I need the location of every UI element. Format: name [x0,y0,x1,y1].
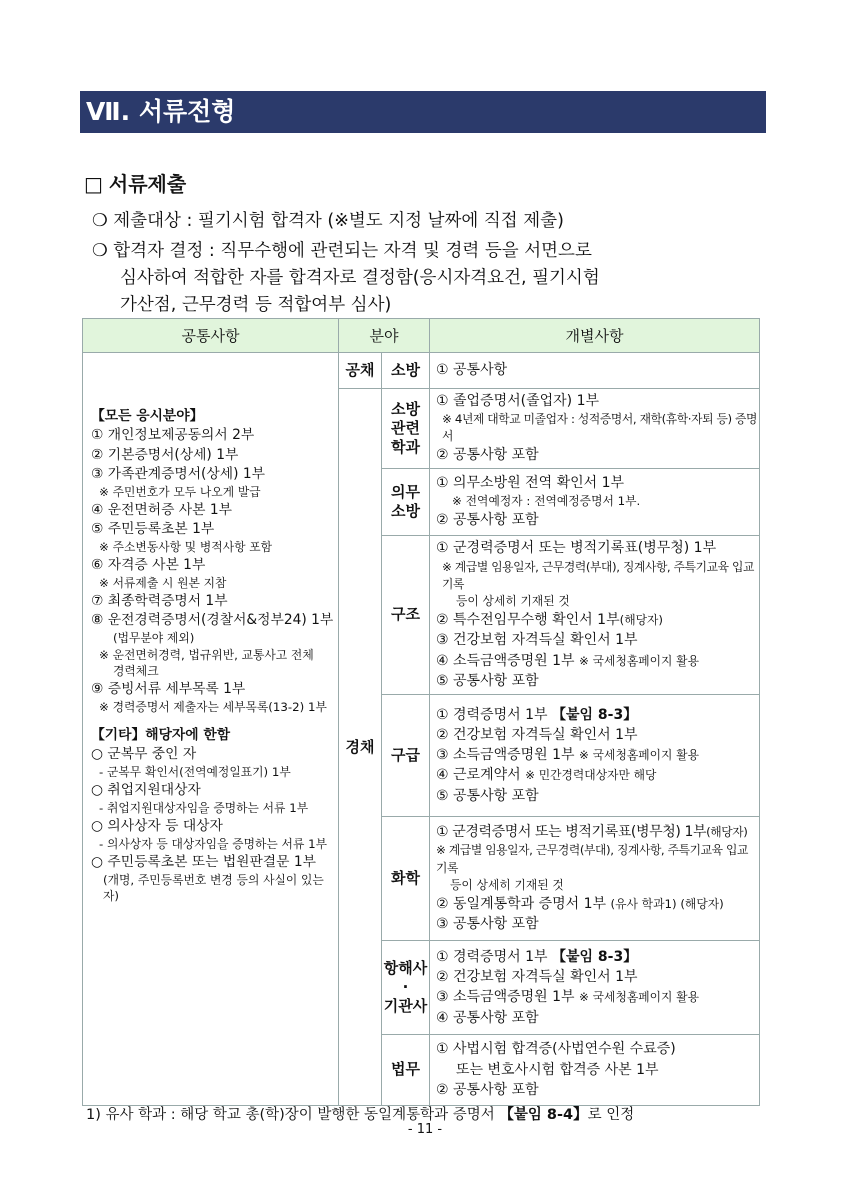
list-item: ○ 의사상자 등 대상자 [91,817,223,834]
list-item: ① 경력증명서 1부 【붙임 8-3】 [436,706,638,723]
list-item: ② 공통사항 포함 [436,447,539,464]
items-sobang-major [430,389,760,469]
list-item: ① 사법시험 합격증(사법연수원 수료증) [436,1041,676,1058]
list-item: ○ 군복무 중인 자 [91,746,197,763]
list-item: 또는 변호사시험 합격증 사본 1부 [456,1061,659,1078]
list-item: ② 특수전임무수행 확인서 1부(해당자) [436,611,663,628]
list-item: ② 동일계통학과 증명서 1부 (유사 학과1) (해당자) [436,895,724,912]
list-item: ③ 공통사항 포함 [436,916,539,933]
list-note: ※ 주민번호가 모두 나오게 발급 [99,485,261,500]
items-hanghae [430,940,760,1034]
items-beopmu [430,1034,760,1105]
common-requirements-cell [83,353,339,1106]
list-item: ③ 가족관계증명서(상세) 1부 [91,465,265,482]
list-item: ② 건강보험 자격득실 확인서 1부 [436,726,638,743]
bullet-text: 합격자 결정 : 직무수행에 관련되는 자격 및 경력 등을 서면으로 [113,241,592,261]
list-item: ⑦ 최종학력증명서 1부 [91,592,228,609]
list-item: ⑤ 공통사항 포함 [436,787,539,804]
list-note: ※ 전역예정자 : 전역예정증명서 1부. [452,494,641,509]
list-item: ③ 건강보험 자격득실 확인서 1부 [436,632,638,649]
list-note: ※ 경력증명서 제출자는 세부목록(13-2) 1부 [99,700,327,715]
list-note: ※ 계급별 임용일자, 근무경력(부대), 징계사항, 주특기교육 입교 기록 [442,559,754,591]
header-field: 분야 [339,319,430,353]
list-item: ④ 소득금액증명원 1부 ※ 국세청홈페이지 활용 [436,652,699,669]
items-sobang [430,353,760,389]
list-note: ※ 계급별 임용일자, 근무경력(부대), 징계사항, 주특기교육 입교 기록 [436,843,748,875]
field-sobang: 소방 [382,353,430,389]
list-note: ※ 서류제출 시 원본 지참 [99,576,227,591]
list-item: ① 군경력증명서 또는 병적기록표(병무청) 1부 [436,540,717,557]
field-hanghae: 항해사 · 기관사 [382,940,430,1034]
list-note: 경력체크 [113,664,159,679]
field-hwahak: 화학 [382,816,430,940]
list-item: ⑤ 주민등록초본 1부 [91,521,215,538]
list-note: (개명, 주민등록번호 변경 등의 사실이 있는 자) [103,872,324,904]
list-item: ○ 주민등록초본 또는 법원판결문 1부 [91,853,316,870]
list-item: ④ 운전면허증 사본 1부 [91,501,232,518]
common-all-title: 【모든 응시분야】 [91,408,204,424]
list-item: ○ 취업지원대상자 [91,781,201,798]
list-item: ① 경력증명서 1부 【붙임 8-3】 [436,948,638,965]
list-item: ② 공통사항 포함 [436,512,539,529]
table-row [83,353,760,389]
list-note: 등이 상세히 기재된 것 [450,877,564,892]
list-item: ① 군경력증명서 또는 병적기록표(병무청) 1부(해당자) [436,824,748,841]
list-item: ② 건강보험 자격득실 확인서 1부 [436,968,638,985]
list-item: ① 졸업증명서(졸업자) 1부 [436,393,600,409]
field-uimu: 의무 소방 [382,468,430,535]
page-title: Ⅶ. 서류전형 [86,97,236,126]
list-item: ⑥ 자격증 사본 1부 [91,556,206,573]
header-common: 공통사항 [83,319,339,353]
circle-bullet-icon: ❍ [92,241,108,261]
table-header-row [83,319,760,353]
list-item: ⑧ 운전경력증명서(경찰서&정부24) 1부 [91,612,334,629]
list-note: - 취업지원대상자임을 증명하는 서류 1부 [99,801,309,816]
items-hwahak [430,816,760,940]
field-gugeup: 구급 [382,694,430,816]
list-note: ※ 4년제 대학교 미졸업자 : 성적증명서, 재학(휴학·자퇴 등) 증명서 [442,412,757,444]
list-item: ⑨ 증빙서류 세부목록 1부 [91,680,246,697]
subsection-title: 서류제출 [108,172,187,196]
bullet-text: 제출대상 : 필기시험 합격자 (※별도 지정 날짜에 직접 제출) [113,211,564,231]
list-item: ③ 소득금액증명원 1부 ※ 국세청홈페이지 활용 [436,747,699,764]
list-item: ① 의무소방원 전역 확인서 1부 [436,474,625,491]
list-note: ※ 운전면허경력, 법규위반, 교통사고 전체 [99,647,314,662]
list-item: ① 개인정보제공동의서 2부 [91,427,255,444]
list-item: ④ 근로계약서 ※ 민간경력대상자만 해당 [436,767,657,784]
list-item: ③ 소득금액증명원 1부 ※ 국세청홈페이지 활용 [436,989,699,1006]
common-etc-title: 【기타】해당자에 한함 [91,726,231,743]
list-note: - 군복무 확인서(전역예정일표기) 1부 [99,765,291,780]
items-gugeup [430,694,760,816]
group-gongchae: 공채 [339,353,382,389]
list-item: ⑤ 공통사항 포함 [436,672,539,689]
header-individual: 개별사항 [430,319,760,353]
field-beopmu: 법무 [382,1034,430,1105]
bullet-pass-decision [92,237,592,262]
field-gujo: 구조 [382,535,430,694]
circle-bullet-icon: ❍ [92,211,108,231]
bullet-continuation: 심사하여 적합한 자를 합격자로 결정함(응시자격요건, 필기시험 [120,268,600,288]
list-item: ② 공통사항 포함 [436,1081,539,1098]
group-gyeongchae: 경채 [339,389,382,1106]
subsection-heading [84,168,186,197]
list-note: 등이 상세히 기재된 것 [456,593,570,608]
document-requirements-table [82,318,760,1106]
list-note: ※ 주소변동사항 및 병적사항 포함 [99,540,273,555]
items-uimu [430,468,760,535]
checkbox-square-icon: □ [84,172,103,196]
field-sobang-major: 소방 관련 학과 [382,389,430,469]
bullet-submission-target [92,207,564,232]
page-number: - 11 - [407,1122,443,1137]
list-item: ① 공통사항 [436,362,508,379]
footnote: 1) 유사 학과 : 해당 학교 총(학)장이 발행한 동일계통학과 증명서 【붙임 8-4】로 인정 [86,1107,635,1123]
list-note: - 의사상자 등 대상자임을 증명하는 서류 1부 [99,837,327,852]
list-item: ② 기본증명서(상세) 1부 [91,446,239,463]
bullet-continuation: 가산점, 근무경력 등 적합여부 심사) [120,295,392,315]
list-item: ④ 공통사항 포함 [436,1009,539,1026]
section-title-bar [80,91,766,133]
items-gujo [430,535,760,694]
list-note: (법무분야 제외) [113,631,195,646]
